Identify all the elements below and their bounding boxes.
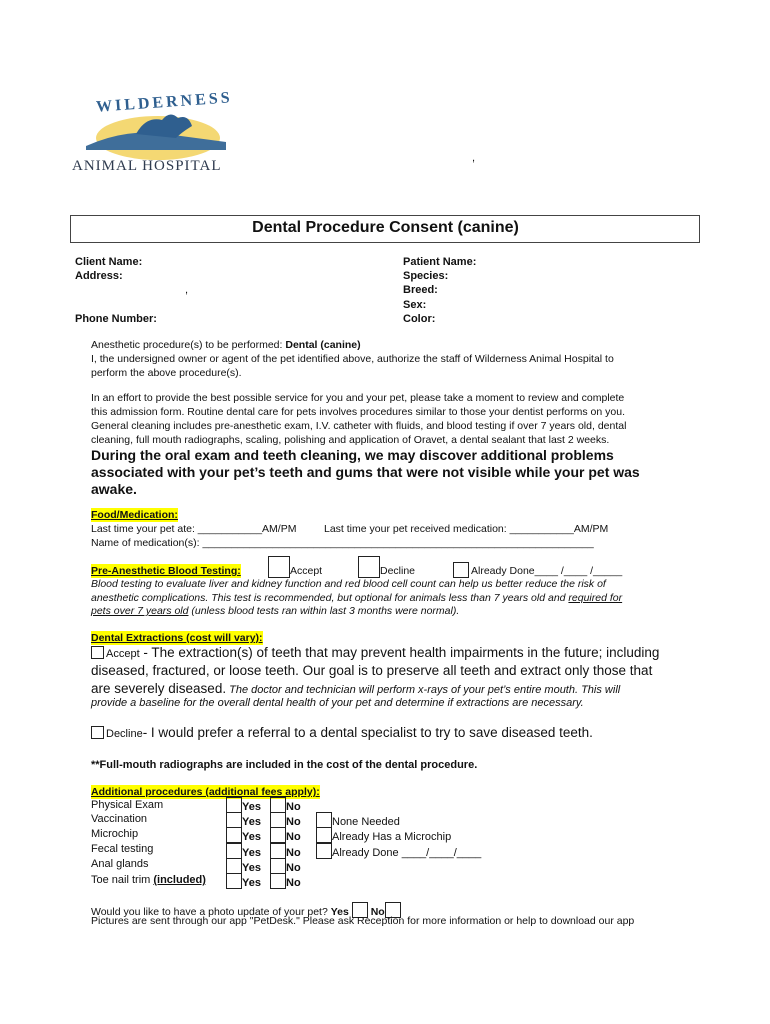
- blood-already-done-label: Already Done____ /____ /_____: [471, 565, 623, 577]
- already-has-microchip-checkbox[interactable]: [316, 827, 332, 843]
- intro-line-1: In an effort to provide the best possible service for you and your pet, please take a moment to review and complete: [91, 392, 625, 404]
- blood-desc-3: [91, 604, 459, 618]
- blood-accept-label: Accept: [290, 565, 323, 577]
- yes-no-row-4: [226, 843, 261, 859]
- patient-name-label: Patient Name:: [403, 256, 477, 268]
- authorize-line-2: perform the above procedure(s).: [91, 367, 242, 379]
- item-physical-exam: Physical Exam: [91, 799, 164, 811]
- yes-no-row-5-no: [270, 858, 301, 874]
- no-label: No: [286, 877, 301, 889]
- microchip-extra: [316, 827, 451, 843]
- radiographs-note: **Full-mouth radiographs are included in the cost of the dental procedure.: [91, 759, 478, 771]
- photo-question: Would you like to have a photo update of your pet?: [91, 906, 328, 918]
- additional-heading: Additional procedures (additional fees apply):: [91, 786, 320, 798]
- color-label: Color:: [403, 313, 436, 325]
- blood-desc-2a: anesthetic complications. This test is recommended, but optional for animals less than 7 years old and: [91, 592, 569, 604]
- yes-label: Yes: [242, 862, 261, 874]
- item-vaccination: Vaccination: [91, 813, 148, 825]
- microchip-no-checkbox[interactable]: [270, 827, 286, 843]
- vaccination-no-checkbox[interactable]: [270, 812, 286, 828]
- intro-line-3: General cleaning includes pre-anesthetic exam, I.V. catheter with fluids, and blood testing if over 7 years old, dental: [91, 420, 627, 432]
- item-toe-nail-trim: [91, 874, 206, 886]
- extraction-accept-label: Accept: [106, 648, 140, 660]
- vaccination-yes-checkbox[interactable]: [226, 812, 242, 828]
- extraction-accept-text-3b: The doctor and technician will perform x-rays of your pet’s entire mouth. This will: [226, 684, 621, 696]
- intro-line-4: cleaning, full mouth radiographs, scaling, polishing and application of Oravet, a dental sealant that last 2 weeks.: [91, 434, 610, 446]
- blood-decline-label: Decline: [380, 565, 416, 577]
- fecal-yes-checkbox[interactable]: [226, 843, 242, 859]
- species-label: Species:: [403, 270, 449, 282]
- physical-exam-no-checkbox[interactable]: [270, 797, 286, 813]
- vaccination-extra: [316, 812, 400, 828]
- yes-label: Yes: [242, 831, 261, 843]
- extractions-heading: Dental Extractions (cost will vary):: [91, 632, 263, 644]
- intro-line-2: this admission form. Routine dental care for pets involves procedures similar to those your dentist performs on you.: [91, 406, 625, 418]
- yes-label: Yes: [242, 847, 261, 859]
- blood-desc-1: Blood testing to evaluate liver and kidney function and red blood cell count can help us better reduce the risk of: [91, 578, 606, 590]
- logo-arc-text: WILDERNESS: [95, 89, 234, 116]
- yes-label: Yes: [242, 877, 261, 889]
- blood-accept-checkbox[interactable]: [268, 556, 290, 578]
- extraction-accept-line-1: [91, 644, 659, 663]
- blood-desc-2b: required for: [568, 592, 623, 604]
- blood-decline-checkbox[interactable]: [358, 556, 380, 578]
- extraction-decline-label: Decline: [106, 728, 143, 740]
- toe-nail-yes-checkbox[interactable]: [226, 873, 242, 889]
- none-needed-checkbox[interactable]: [316, 812, 332, 828]
- no-label: No: [286, 847, 301, 859]
- anal-glands-yes-checkbox[interactable]: [226, 858, 242, 874]
- yes-no-row-6: [226, 873, 261, 889]
- photo-no-label: No: [370, 906, 385, 918]
- extraction-decline-line: [91, 724, 593, 743]
- procedure-line: [91, 338, 361, 352]
- procedure-value: Dental (canine): [285, 339, 361, 351]
- item-fecal-testing: Fecal testing: [91, 843, 154, 855]
- ate-line: Last time your pet ate: ___________AM/PM: [91, 523, 297, 535]
- yes-no-row-3-no: [270, 827, 301, 843]
- extraction-accept-text-1: - The extraction(s) of teeth that may prevent health impairments in the future; including: [143, 645, 660, 660]
- extraction-decline-text: - I would prefer a referral to a dental specialist to try to save diseased teeth.: [142, 725, 593, 740]
- yes-no-row-5: [226, 858, 261, 874]
- blood-desc-3a: pets over 7 years old: [91, 605, 189, 617]
- extraction-accept-line-4: provide a baseline for the overall dental health of your pet and determine if extractions are necessary.: [91, 697, 584, 709]
- stray-comma: ,: [472, 152, 476, 164]
- yes-label: Yes: [242, 816, 261, 828]
- warning-line-2: associated with your pet’s teeth and gums that were not visible while your pet was: [91, 464, 640, 480]
- fecal-already-done-label: Already Done ____/____/____: [332, 847, 482, 859]
- address-comma: ,: [185, 284, 189, 296]
- blood-heading: Pre-Anesthetic Blood Testing:: [91, 565, 241, 577]
- fecal-already-done-checkbox[interactable]: [316, 843, 332, 859]
- authorize-line-1: I, the undersigned owner or agent of the pet identified above, authorize the staff of Wilderness Animal Hospital to: [91, 353, 614, 365]
- fecal-extra: [316, 843, 481, 859]
- toe-nail-no-checkbox[interactable]: [270, 873, 286, 889]
- physical-exam-yes-checkbox[interactable]: [226, 797, 242, 813]
- extraction-decline-checkbox[interactable]: [91, 726, 104, 739]
- procedure-prefix: Anesthetic procedure(s) to be performed:: [91, 339, 283, 351]
- med-time-line: Last time your pet received medication: ___________AM/PM: [324, 523, 609, 535]
- warning-line-1: During the oral exam and teeth cleaning, we may discover additional problems: [91, 447, 614, 463]
- yes-no-row-2-no: [270, 812, 301, 828]
- form-title: Dental Procedure Consent (canine): [252, 219, 519, 236]
- breed-label: Breed:: [403, 284, 438, 296]
- logo-name-text: ANIMAL HOSPITAL: [72, 158, 222, 174]
- food-heading: Food/Medication:: [91, 509, 178, 521]
- yes-no-row-4-no: [270, 843, 301, 859]
- photo-note: Pictures are sent through our app "PetDesk." Please ask Reception for more information or help to download our app: [91, 915, 635, 927]
- no-label: No: [286, 862, 301, 874]
- warning-line-3: awake.: [91, 481, 137, 497]
- yes-no-row-1: [226, 797, 261, 813]
- yes-no-row-3: [226, 827, 261, 843]
- med-name-line: Name of medication(s): ___________________________________________________________________: [91, 537, 594, 549]
- no-label: No: [286, 801, 301, 813]
- yes-no-row-2: [226, 812, 261, 828]
- yes-label: Yes: [242, 801, 261, 813]
- microchip-yes-checkbox[interactable]: [226, 827, 242, 843]
- address-label: Address:: [75, 270, 123, 282]
- no-label: No: [286, 816, 301, 828]
- anal-glands-no-checkbox[interactable]: [270, 858, 286, 874]
- yes-no-row-6-no: [270, 873, 301, 889]
- client-name-label: Client Name:: [75, 256, 143, 268]
- toe-nail-label: Toe nail trim: [91, 874, 154, 886]
- sex-label: Sex:: [403, 299, 427, 311]
- fecal-no-checkbox[interactable]: [270, 843, 286, 859]
- photo-yes-label: Yes: [330, 906, 349, 918]
- hospital-logo: [66, 88, 246, 178]
- phone-label: Phone Number:: [75, 313, 157, 325]
- no-label: No: [286, 831, 301, 843]
- extraction-accept-checkbox[interactable]: [91, 646, 104, 659]
- extraction-accept-line-2: diseased, fractured, or loose teeth. Our goal is to preserve all teeth and extract only those that: [91, 663, 653, 678]
- none-needed-label: None Needed: [332, 816, 400, 828]
- blood-desc-3b: (unless blood tests ran within last 3 months were normal).: [188, 605, 460, 617]
- item-microchip: Microchip: [91, 828, 139, 840]
- toe-nail-included: (included): [153, 874, 206, 886]
- extraction-accept-text-3a: are severely diseased.: [91, 681, 227, 696]
- blood-already-done-checkbox[interactable]: [453, 562, 469, 578]
- already-has-microchip-label: Already Has a Microchip: [332, 831, 452, 843]
- yes-no-row-1-no: [270, 797, 301, 813]
- item-anal-glands: Anal glands: [91, 858, 149, 870]
- blood-desc-2: [91, 591, 622, 605]
